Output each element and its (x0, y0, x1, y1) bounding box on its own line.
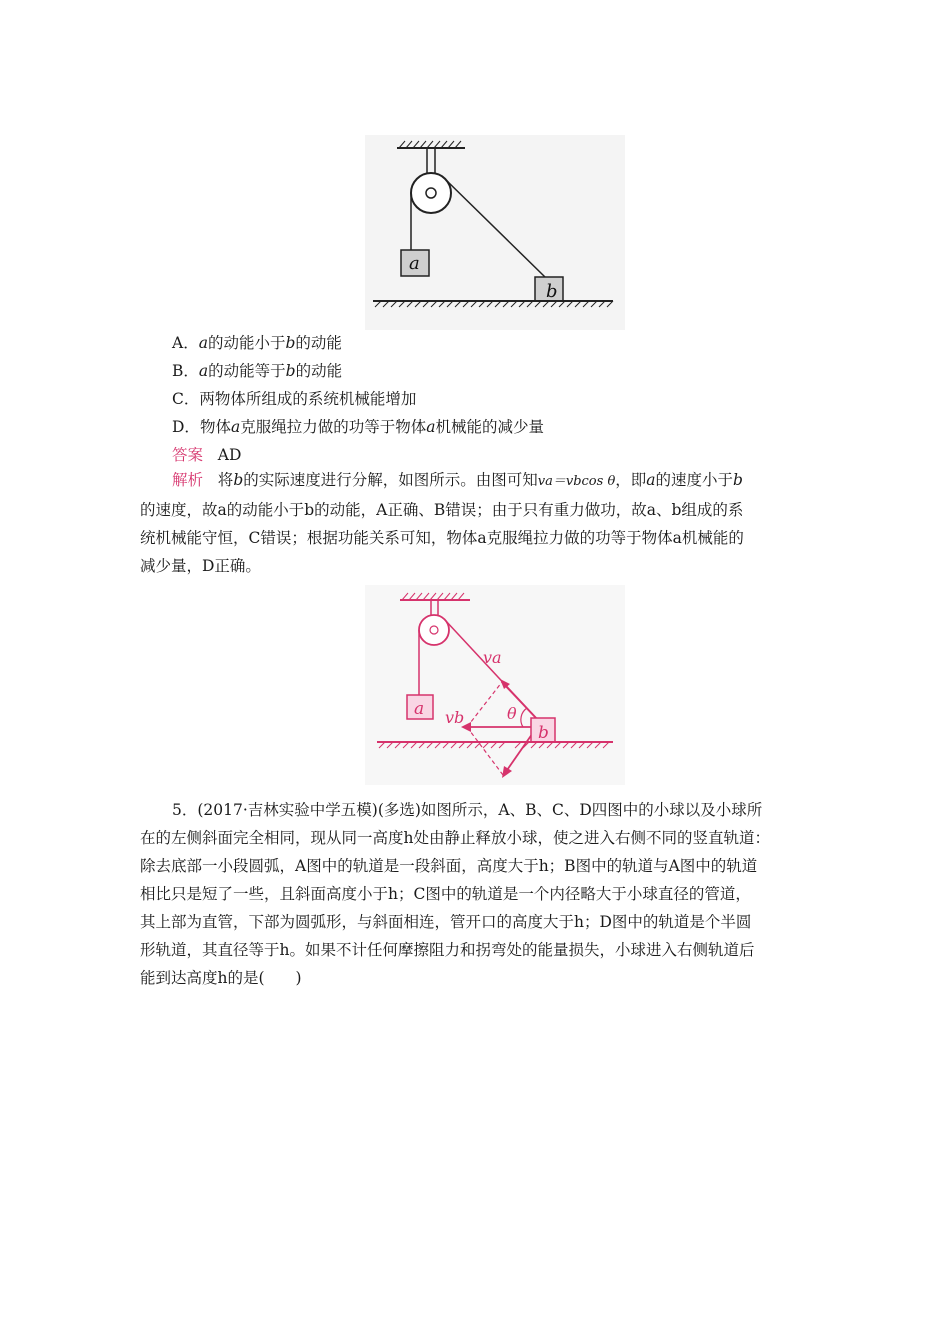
analysis-line-1: 解析 将b的实际速度进行分解，如图所示。由图可知va＝vbcos θ，即a的速度小于b (172, 471, 743, 489)
pulley-figure-1 (365, 135, 625, 330)
theta-label: θ (507, 704, 517, 723)
question-5-line-1: 5．(2017·吉林实验中学五模)(多选)如图所示，A、B、C、D四图中的小球以及小球所 (172, 801, 763, 819)
answer-line (172, 445, 241, 465)
block-a-label: a (409, 253, 420, 274)
vb-label: vb (445, 708, 465, 727)
answer-label: 答案 (172, 446, 204, 464)
option-c: C．两物体所组成的系统机械能增加 (172, 390, 417, 408)
analysis-line-4: 减少量，D正确。 (140, 557, 261, 575)
analysis-paragraph (140, 466, 812, 580)
analysis-line-2: 的速度，故a的动能小于b的动能，A正确、B错误；由于只有重力做功，故a、b组成的系 (140, 501, 744, 519)
question-5-line-3: 除去底部一小段圆弧，A图中的轨道是一段斜面，高度大于h；B图中的轨道与A图中的轨道 (140, 857, 758, 875)
velocity-equation: va＝vbcos θ (537, 474, 616, 489)
question-5-line-4: 相比只是短了一些，且斜面高度小于h；C图中的轨道是一个内径略大于小球直径的管道， (140, 885, 751, 903)
question-5-line-2: 在的左侧斜面完全相同，现从同一高度h处由静止释放小球，使之进入右侧不同的竖直轨道： (140, 829, 770, 847)
option-d: D．物体a克服绳拉力做的功等于物体a机械能的减少量 (172, 418, 544, 436)
block-a-2-label: a (414, 699, 425, 719)
question-5-line-6: 形轨道，其直径等于h。如果不计任何摩擦阻力和拐弯处的能量损失，小球进入右侧轨道后 (140, 941, 755, 959)
question-5 (140, 796, 812, 992)
block-b-label: b (546, 281, 558, 302)
question-5-line-5: 其上部为直管，下部为圆弧形，与斜面相连，管开口的高度大于h；D图中的轨道是个半圆 (140, 913, 752, 931)
block-b-2-label: b (538, 723, 549, 743)
analysis-line-3: 统机械能守恒，C错误；根据功能关系可知，物体a克服绳拉力做的功等于物体a机械能的 (140, 529, 744, 547)
va-label: va (483, 648, 502, 667)
question-5-line-7: 能到达高度h的是( ) (140, 969, 302, 987)
analysis-label: 解析 (172, 471, 204, 489)
option-b: B．a的动能等于b的动能 (172, 362, 343, 380)
velocity-decomposition-figure (365, 585, 625, 785)
answer-value: AD (217, 446, 242, 464)
option-a: A．a的动能小于b的动能 (172, 334, 342, 352)
